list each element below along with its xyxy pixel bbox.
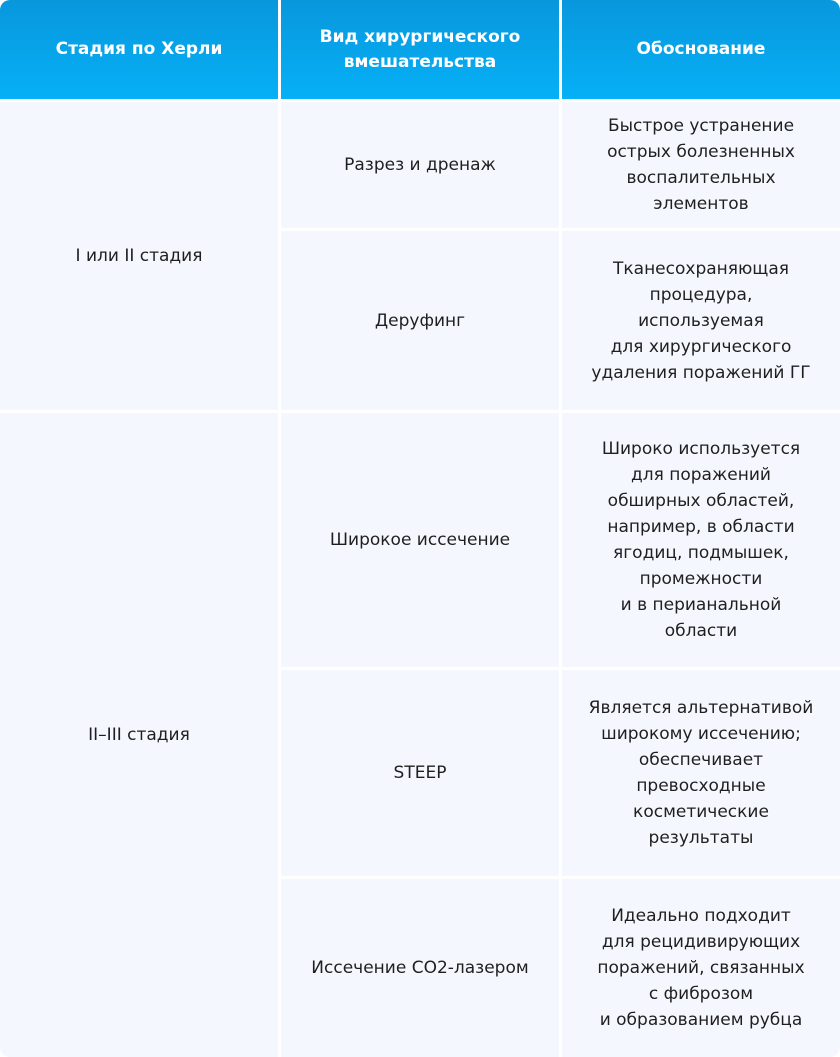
intervention-cell xyxy=(281,231,559,410)
stage-label: I или II стадия xyxy=(75,246,203,266)
rationale-cell xyxy=(562,879,840,1057)
header-intervention xyxy=(281,0,559,99)
header-intervention-label: Вид хирургического вмешательства xyxy=(319,26,521,72)
intervention-label: Иссечение СО2-лазером xyxy=(311,958,529,978)
stage-cell-1 xyxy=(0,102,278,410)
header-rationale-label: Обоснование xyxy=(636,39,766,59)
rationale-cell xyxy=(562,102,840,228)
rationale-text: Широко используется для поражений обширных областей, например, в области ягодиц, подмышек, промежности и в перианальной области xyxy=(601,439,801,641)
rationale-text: Тканесохраняющая процедура, используемая для хирургического удаления поражений ГГ xyxy=(591,258,811,383)
intervention-cell xyxy=(281,413,559,667)
rationale-text: Быстрое устранение острых болезненных воспалительных элементов xyxy=(607,116,795,214)
header-stage xyxy=(0,0,278,99)
header-rationale xyxy=(562,0,840,99)
intervention-cell xyxy=(281,670,559,876)
rationale-cell xyxy=(562,231,840,410)
intervention-cell xyxy=(281,879,559,1057)
rationale-text: Идеально подходит для рецидивирующих поражений, связанных с фиброзом и образованием рубца xyxy=(597,906,805,1030)
intervention-label: STEEP xyxy=(393,763,447,783)
stage-cell-2 xyxy=(0,413,278,1057)
rationale-cell xyxy=(562,670,840,876)
intervention-label: Разрез и дренаж xyxy=(344,155,496,175)
rationale-text: Является альтернативой широкому иссечению; обеспечивает превосходные косметические результаты xyxy=(588,698,814,848)
stage-label: II–III стадия xyxy=(88,725,190,745)
intervention-cell xyxy=(281,102,559,228)
header-stage-label: Стадия по Херли xyxy=(55,39,223,59)
rationale-cell xyxy=(562,413,840,667)
intervention-label: Деруфинг xyxy=(374,310,466,331)
intervention-label: Широкое иссечение xyxy=(329,530,511,550)
